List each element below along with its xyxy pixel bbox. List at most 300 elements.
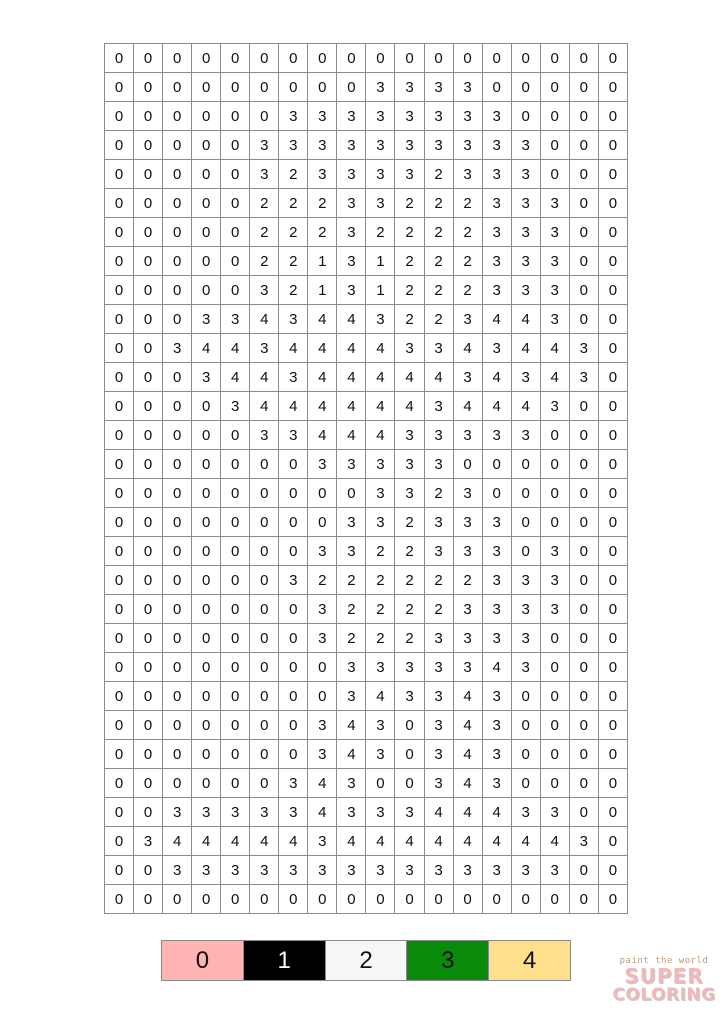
grid-cell: 3 <box>337 682 366 711</box>
grid-cell: 2 <box>337 624 366 653</box>
grid-cell: 3 <box>511 363 540 392</box>
grid-cell: 0 <box>163 653 192 682</box>
grid-cell: 2 <box>366 624 395 653</box>
grid-cell: 0 <box>598 131 627 160</box>
grid-cell: 0 <box>163 537 192 566</box>
grid-cell: 0 <box>221 682 250 711</box>
grid-cell: 0 <box>163 624 192 653</box>
grid-cell: 0 <box>395 769 424 798</box>
grid-cell: 0 <box>105 421 134 450</box>
grid-cell: 3 <box>337 247 366 276</box>
grid-cell: 0 <box>279 885 308 914</box>
grid-cell: 3 <box>482 682 511 711</box>
grid-cell: 0 <box>105 160 134 189</box>
grid-cell: 0 <box>250 740 279 769</box>
grid-cell: 3 <box>569 363 598 392</box>
grid-cell: 0 <box>221 740 250 769</box>
grid-cell: 3 <box>511 798 540 827</box>
grid-cell: 0 <box>569 508 598 537</box>
grid-cell: 0 <box>134 653 163 682</box>
legend-swatch-0: 0 <box>162 941 244 980</box>
grid-cell: 4 <box>192 827 221 856</box>
grid-cell: 3 <box>511 160 540 189</box>
grid-cell: 3 <box>250 160 279 189</box>
grid-cell: 4 <box>366 363 395 392</box>
grid-cell: 3 <box>366 508 395 537</box>
grid-cell: 4 <box>337 305 366 334</box>
grid-cell: 0 <box>134 363 163 392</box>
grid-cell: 3 <box>482 160 511 189</box>
grid-cell: 0 <box>163 160 192 189</box>
grid-cell: 2 <box>424 160 453 189</box>
grid-cell: 0 <box>395 740 424 769</box>
grid-row <box>105 856 628 885</box>
grid-cell: 4 <box>453 392 482 421</box>
grid-cell: 0 <box>134 595 163 624</box>
grid-cell: 3 <box>308 711 337 740</box>
grid-cell: 0 <box>511 769 540 798</box>
grid-cell: 3 <box>424 450 453 479</box>
grid-cell: 0 <box>221 653 250 682</box>
legend-swatch-4: 4 <box>489 941 570 980</box>
grid-cell: 0 <box>221 537 250 566</box>
grid-cell: 3 <box>424 421 453 450</box>
grid-cell: 0 <box>598 624 627 653</box>
grid-cell: 0 <box>482 885 511 914</box>
grid-cell: 3 <box>453 421 482 450</box>
grid-cell: 0 <box>163 218 192 247</box>
grid-cell: 0 <box>192 189 221 218</box>
grid-cell: 0 <box>134 131 163 160</box>
grid-cell: 0 <box>163 421 192 450</box>
grid-cell: 4 <box>540 827 569 856</box>
grid-row <box>105 363 628 392</box>
grid-cell: 0 <box>250 73 279 102</box>
grid-cell: 0 <box>134 798 163 827</box>
grid-cell: 4 <box>163 827 192 856</box>
grid-cell: 3 <box>540 537 569 566</box>
grid-cell: 0 <box>279 740 308 769</box>
grid-cell: 0 <box>569 479 598 508</box>
grid-cell: 0 <box>424 885 453 914</box>
grid-cell: 0 <box>511 73 540 102</box>
grid-cell: 0 <box>192 160 221 189</box>
grid-cell: 0 <box>134 189 163 218</box>
grid-cell: 0 <box>308 479 337 508</box>
grid-cell: 3 <box>424 334 453 363</box>
grid-cell: 2 <box>395 247 424 276</box>
grid-cell: 0 <box>163 102 192 131</box>
grid-cell: 3 <box>482 740 511 769</box>
grid-row <box>105 392 628 421</box>
grid-cell: 3 <box>366 189 395 218</box>
grid-cell: 0 <box>598 189 627 218</box>
grid-cell: 2 <box>453 247 482 276</box>
grid-cell: 0 <box>163 44 192 73</box>
grid-cell: 0 <box>105 769 134 798</box>
grid-cell: 3 <box>192 363 221 392</box>
grid-cell: 3 <box>453 856 482 885</box>
grid-cell: 3 <box>453 102 482 131</box>
grid-cell: 3 <box>395 653 424 682</box>
grid-cell: 0 <box>511 711 540 740</box>
grid-cell: 2 <box>308 218 337 247</box>
grid-cell: 0 <box>337 44 366 73</box>
grid-cell: 3 <box>424 508 453 537</box>
grid-cell: 2 <box>424 566 453 595</box>
grid-cell: 0 <box>192 711 221 740</box>
grid-cell: 3 <box>453 624 482 653</box>
grid-cell: 0 <box>540 479 569 508</box>
grid-cell: 0 <box>105 711 134 740</box>
grid-cell: 2 <box>395 508 424 537</box>
grid-cell: 3 <box>250 334 279 363</box>
grid-cell: 3 <box>221 392 250 421</box>
grid-cell: 3 <box>279 421 308 450</box>
grid-cell: 2 <box>308 566 337 595</box>
grid-cell: 3 <box>540 189 569 218</box>
grid-cell: 3 <box>337 276 366 305</box>
color-legend <box>161 940 571 981</box>
grid-cell: 3 <box>511 624 540 653</box>
grid-cell: 0 <box>105 334 134 363</box>
grid-row <box>105 566 628 595</box>
grid-cell: 0 <box>134 537 163 566</box>
grid-cell: 3 <box>192 305 221 334</box>
grid-cell: 0 <box>105 682 134 711</box>
grid-cell: 3 <box>395 334 424 363</box>
grid-cell: 4 <box>511 392 540 421</box>
grid-cell: 0 <box>279 508 308 537</box>
grid-cell: 4 <box>337 827 366 856</box>
grid-cell: 0 <box>511 44 540 73</box>
grid-cell: 0 <box>598 247 627 276</box>
grid-cell: 4 <box>308 392 337 421</box>
grid-cell: 0 <box>308 682 337 711</box>
grid-cell: 0 <box>250 44 279 73</box>
grid-cell: 3 <box>308 624 337 653</box>
grid-cell: 3 <box>308 595 337 624</box>
grid-cell: 3 <box>337 160 366 189</box>
grid-cell: 3 <box>453 305 482 334</box>
grid-cell: 3 <box>424 682 453 711</box>
grid-cell: 0 <box>105 218 134 247</box>
grid-cell: 0 <box>163 508 192 537</box>
grid-cell: 0 <box>598 537 627 566</box>
grid-cell: 3 <box>337 102 366 131</box>
grid-row <box>105 740 628 769</box>
grid-cell: 4 <box>337 711 366 740</box>
grid-cell: 0 <box>279 73 308 102</box>
grid-cell: 4 <box>221 363 250 392</box>
grid-cell: 0 <box>163 682 192 711</box>
grid-cell: 0 <box>279 479 308 508</box>
grid-cell: 4 <box>453 334 482 363</box>
grid-cell: 3 <box>250 276 279 305</box>
grid-cell: 0 <box>134 885 163 914</box>
grid-cell: 2 <box>337 595 366 624</box>
grid-cell: 0 <box>540 711 569 740</box>
grid-cell: 0 <box>598 769 627 798</box>
legend-swatch-1: 1 <box>244 941 326 980</box>
grid-cell: 0 <box>250 682 279 711</box>
grid-cell: 0 <box>598 682 627 711</box>
grid-cell: 0 <box>250 711 279 740</box>
grid-cell: 0 <box>569 160 598 189</box>
grid-cell: 0 <box>569 856 598 885</box>
grid-cell: 0 <box>192 624 221 653</box>
grid-cell: 0 <box>598 276 627 305</box>
grid-cell: 2 <box>279 189 308 218</box>
grid-cell: 3 <box>337 508 366 537</box>
grid-cell: 3 <box>395 160 424 189</box>
grid-cell: 0 <box>134 711 163 740</box>
grid-cell: 3 <box>279 363 308 392</box>
grid-cell: 4 <box>540 334 569 363</box>
grid-cell: 0 <box>163 305 192 334</box>
grid-cell: 0 <box>569 885 598 914</box>
grid-cell: 0 <box>250 450 279 479</box>
grid-cell: 0 <box>250 624 279 653</box>
grid-cell: 3 <box>482 334 511 363</box>
grid-cell: 2 <box>453 189 482 218</box>
grid-cell: 0 <box>105 856 134 885</box>
grid-cell: 3 <box>482 102 511 131</box>
grid-cell: 3 <box>511 595 540 624</box>
grid-cell: 0 <box>134 740 163 769</box>
grid-cell: 3 <box>366 711 395 740</box>
grid-cell: 0 <box>221 711 250 740</box>
grid-cell: 0 <box>134 566 163 595</box>
grid-cell: 0 <box>308 653 337 682</box>
grid-cell: 0 <box>598 653 627 682</box>
grid-cell: 0 <box>569 247 598 276</box>
grid-cell: 4 <box>424 363 453 392</box>
grid-cell: 0 <box>221 73 250 102</box>
grid-cell: 3 <box>540 218 569 247</box>
logo-word-coloring: COLORING <box>612 985 716 1005</box>
grid-cell: 3 <box>511 189 540 218</box>
grid-cell: 3 <box>424 856 453 885</box>
grid-cell: 3 <box>221 305 250 334</box>
grid-cell: 4 <box>250 827 279 856</box>
grid-cell: 0 <box>134 856 163 885</box>
grid-cell: 0 <box>569 218 598 247</box>
grid-cell: 3 <box>337 537 366 566</box>
grid-cell: 0 <box>540 885 569 914</box>
grid-cell: 0 <box>308 73 337 102</box>
grid-cell: 3 <box>424 769 453 798</box>
grid-cell: 0 <box>511 682 540 711</box>
grid-cell: 0 <box>279 595 308 624</box>
grid-cell: 3 <box>395 798 424 827</box>
grid-cell: 3 <box>482 421 511 450</box>
grid-cell: 4 <box>424 798 453 827</box>
grid-cell: 3 <box>192 798 221 827</box>
grid-cell: 0 <box>598 479 627 508</box>
grid-cell: 0 <box>134 305 163 334</box>
grid-cell: 0 <box>134 334 163 363</box>
grid-cell: 2 <box>453 566 482 595</box>
grid-cell: 3 <box>279 798 308 827</box>
grid-row <box>105 44 628 73</box>
grid-cell: 3 <box>511 421 540 450</box>
grid-cell: 1 <box>366 276 395 305</box>
grid-row <box>105 189 628 218</box>
grid-cell: 4 <box>279 827 308 856</box>
grid-row <box>105 682 628 711</box>
grid-cell: 0 <box>598 595 627 624</box>
grid-cell: 0 <box>105 508 134 537</box>
grid-cell: 3 <box>337 450 366 479</box>
grid-cell: 0 <box>540 740 569 769</box>
grid-cell: 3 <box>366 131 395 160</box>
grid-cell: 0 <box>192 566 221 595</box>
grid-cell: 2 <box>424 247 453 276</box>
grid-cell: 0 <box>569 653 598 682</box>
grid-cell: 0 <box>134 73 163 102</box>
grid-cell: 0 <box>192 218 221 247</box>
grid-cell: 3 <box>482 856 511 885</box>
grid-cell: 3 <box>569 827 598 856</box>
grid-cell: 0 <box>192 885 221 914</box>
grid-cell: 0 <box>221 595 250 624</box>
grid-cell: 0 <box>105 885 134 914</box>
grid-cell: 0 <box>569 595 598 624</box>
grid-cell: 0 <box>569 769 598 798</box>
grid-cell: 2 <box>250 218 279 247</box>
grid-cell: 4 <box>482 392 511 421</box>
grid-cell: 3 <box>482 566 511 595</box>
grid-cell: 3 <box>482 769 511 798</box>
grid-cell: 0 <box>163 450 192 479</box>
grid-cell: 3 <box>540 247 569 276</box>
grid-cell: 0 <box>221 421 250 450</box>
grid-cell: 3 <box>337 798 366 827</box>
grid-cell: 0 <box>569 73 598 102</box>
grid-cell: 0 <box>598 218 627 247</box>
grid-cell: 0 <box>134 624 163 653</box>
grid-cell: 4 <box>366 827 395 856</box>
grid-cell: 0 <box>105 392 134 421</box>
grid-cell: 3 <box>279 131 308 160</box>
grid-cell: 2 <box>279 276 308 305</box>
grid-cell: 3 <box>569 334 598 363</box>
grid-cell: 0 <box>250 885 279 914</box>
grid-cell: 4 <box>395 392 424 421</box>
grid-cell: 0 <box>221 247 250 276</box>
grid-cell: 0 <box>308 885 337 914</box>
logo-tagline: paint the world <box>619 956 709 966</box>
grid-cell: 0 <box>105 653 134 682</box>
grid-cell: 4 <box>221 334 250 363</box>
grid-cell: 0 <box>134 44 163 73</box>
grid-cell: 4 <box>337 392 366 421</box>
grid-cell: 0 <box>279 537 308 566</box>
grid-cell: 3 <box>395 421 424 450</box>
grid-cell: 3 <box>221 798 250 827</box>
grid-cell: 0 <box>134 247 163 276</box>
grid-cell: 4 <box>308 798 337 827</box>
grid-cell: 3 <box>511 247 540 276</box>
grid-cell: 0 <box>192 131 221 160</box>
grid-cell: 4 <box>308 305 337 334</box>
grid-cell: 0 <box>105 798 134 827</box>
grid-cell: 0 <box>221 885 250 914</box>
grid-cell: 0 <box>192 595 221 624</box>
grid-cell: 0 <box>163 131 192 160</box>
grid-cell: 3 <box>250 798 279 827</box>
grid-cell: 4 <box>540 363 569 392</box>
grid-cell: 0 <box>598 827 627 856</box>
grid-cell: 0 <box>598 711 627 740</box>
grid-cell: 0 <box>105 537 134 566</box>
grid-cell: 0 <box>192 392 221 421</box>
grid-cell: 0 <box>221 44 250 73</box>
grid-row <box>105 537 628 566</box>
grid-cell: 4 <box>453 682 482 711</box>
grid-cell: 0 <box>279 682 308 711</box>
grid-cell: 2 <box>366 595 395 624</box>
grid-cell: 3 <box>308 160 337 189</box>
grid-cell: 2 <box>395 537 424 566</box>
grid-cell: 0 <box>192 276 221 305</box>
grid-cell: 0 <box>337 885 366 914</box>
grid-cell: 2 <box>250 247 279 276</box>
grid-cell: 4 <box>308 334 337 363</box>
grid-cell: 3 <box>511 653 540 682</box>
grid-row <box>105 450 628 479</box>
grid-cell: 3 <box>424 711 453 740</box>
grid-cell: 4 <box>250 305 279 334</box>
grid-cell: 0 <box>221 624 250 653</box>
grid-cell: 0 <box>540 131 569 160</box>
grid-cell: 0 <box>569 276 598 305</box>
grid-cell: 3 <box>366 740 395 769</box>
grid-cell: 0 <box>569 624 598 653</box>
grid-cell: 0 <box>134 450 163 479</box>
grid-cell: 0 <box>337 73 366 102</box>
grid-cell: 0 <box>279 624 308 653</box>
grid-cell: 0 <box>250 102 279 131</box>
grid-cell: 3 <box>250 131 279 160</box>
grid-cell: 0 <box>105 363 134 392</box>
grid-cell: 0 <box>192 769 221 798</box>
grid-cell: 0 <box>279 711 308 740</box>
grid-cell: 4 <box>482 798 511 827</box>
grid-cell: 4 <box>308 769 337 798</box>
grid-cell: 0 <box>540 653 569 682</box>
grid-cell: 2 <box>366 566 395 595</box>
grid-cell: 3 <box>482 247 511 276</box>
grid-cell: 0 <box>569 740 598 769</box>
grid-cell: 0 <box>105 740 134 769</box>
grid-row <box>105 73 628 102</box>
grid-cell: 3 <box>308 537 337 566</box>
grid-cell: 0 <box>163 885 192 914</box>
grid-cell: 2 <box>424 218 453 247</box>
grid-cell: 0 <box>598 305 627 334</box>
grid-cell: 0 <box>598 73 627 102</box>
legend-swatch-3: 3 <box>407 941 489 980</box>
grid-cell: 4 <box>308 363 337 392</box>
grid-cell: 3 <box>337 189 366 218</box>
grid-cell: 0 <box>192 421 221 450</box>
grid-cell: 0 <box>569 305 598 334</box>
super-coloring-logo <box>612 956 716 1012</box>
grid-cell: 2 <box>395 276 424 305</box>
grid-cell: 0 <box>250 566 279 595</box>
